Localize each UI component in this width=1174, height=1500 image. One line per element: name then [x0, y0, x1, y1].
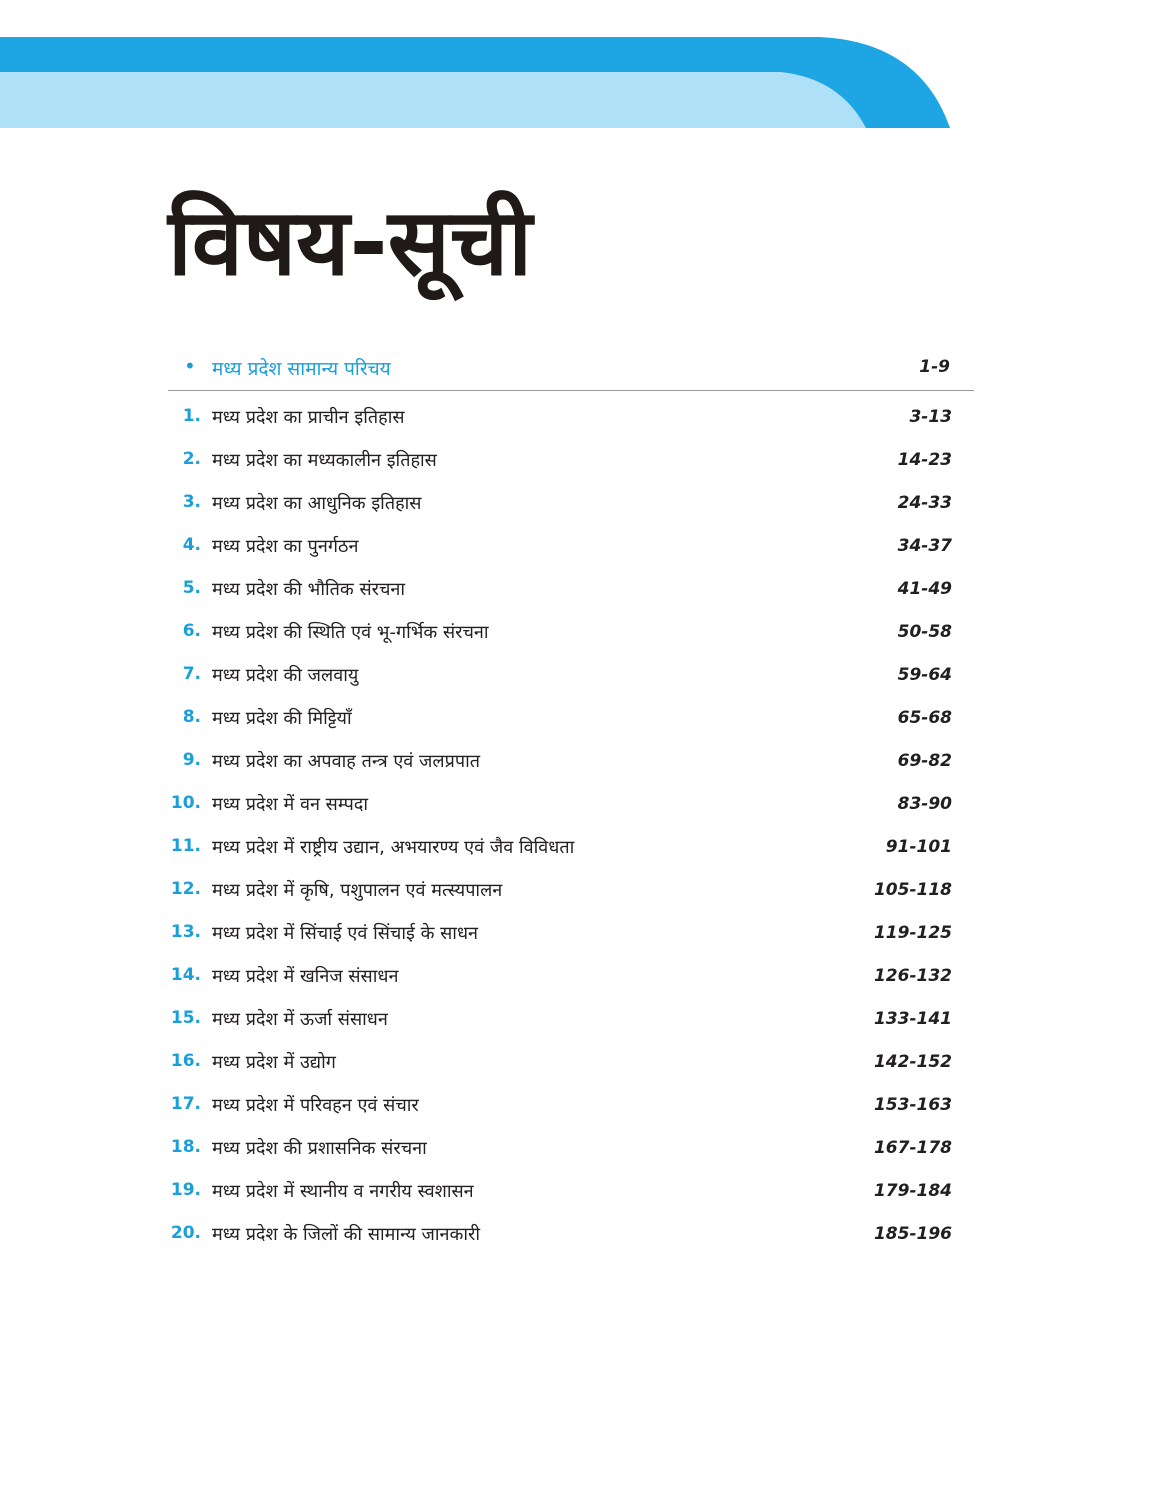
toc-entry-pages: 3-13 [909, 407, 952, 427]
toc-entry-pages: 69-82 [897, 751, 952, 771]
toc-entry-number: 13. [170, 922, 201, 942]
toc-entry[interactable] [168, 481, 952, 524]
toc-entry[interactable] [168, 653, 952, 696]
toc-intro-pages: 1-9 [919, 357, 950, 377]
toc-entry[interactable] [168, 911, 952, 954]
toc-entry-pages: 91-101 [885, 837, 952, 857]
toc-entry[interactable] [168, 696, 952, 739]
toc-intro-label: मध्य प्रदेश सामान्य परिचय [212, 358, 391, 380]
toc-entry-label: मध्य प्रदेश में कृषि, पशुपालन एवं मत्स्यपालन [212, 880, 503, 901]
toc-entry-number: 11. [170, 836, 201, 856]
toc-entry-pages: 167-178 [873, 1138, 952, 1158]
toc-entry-number: 6. [182, 621, 201, 641]
toc-entry-label: मध्य प्रदेश का मध्यकालीन इतिहास [212, 450, 437, 471]
toc-entry[interactable] [168, 567, 952, 610]
toc-entry-number: 3. [182, 492, 201, 512]
toc-entry[interactable] [168, 1126, 952, 1169]
toc-entry[interactable] [168, 524, 952, 567]
toc-entry-pages: 24-33 [897, 493, 952, 513]
header-band-graphic [0, 0, 1174, 140]
toc-entry-label: मध्य प्रदेश का पुनर्गठन [212, 536, 359, 557]
toc-entry-label: मध्य प्रदेश का अपवाह तन्त्र एवं जलप्रपात [212, 751, 480, 772]
toc-entry[interactable] [168, 739, 952, 782]
toc-list [168, 395, 952, 1255]
toc-entry-label: मध्य प्रदेश की भौतिक संरचना [212, 579, 406, 600]
page-title: विषय-सूची [168, 189, 533, 296]
toc-intro-entry[interactable] [168, 350, 974, 391]
toc-entry-label: मध्य प्रदेश में परिवहन एवं संचार [212, 1095, 419, 1116]
toc-entry[interactable] [168, 1169, 952, 1212]
toc-entry[interactable] [168, 438, 952, 481]
toc-entry-number: 20. [170, 1223, 201, 1243]
toc-entry-number: 1. [182, 406, 201, 426]
toc-entry-number: 12. [170, 879, 201, 899]
toc-entry[interactable] [168, 825, 952, 868]
toc-entry-pages: 126-132 [873, 966, 952, 986]
toc-entry-number: 10. [170, 793, 201, 813]
toc-entry-number: 4. [182, 535, 201, 555]
toc-entry-pages: 41-49 [897, 579, 952, 599]
toc-entry-number: 18. [170, 1137, 201, 1157]
toc-entry[interactable] [168, 610, 952, 653]
toc-entry-pages: 119-125 [873, 923, 952, 943]
toc-entry-pages: 50-58 [897, 622, 952, 642]
toc-entry-label: मध्य प्रदेश में ऊर्जा संसाधन [212, 1009, 388, 1030]
toc-entry[interactable] [168, 1083, 952, 1126]
header-band [0, 0, 1174, 140]
toc-entry-label: मध्य प्रदेश के जिलों की सामान्य जानकारी [212, 1224, 481, 1245]
toc-entry[interactable] [168, 782, 952, 825]
toc-entry-number: 9. [182, 750, 201, 770]
toc-entry[interactable] [168, 868, 952, 911]
toc-entry-number: 2. [182, 449, 201, 469]
toc-entry-label: मध्य प्रदेश का प्राचीन इतिहास [212, 407, 405, 428]
toc-entry-pages: 59-64 [897, 665, 952, 685]
bullet-icon: • [184, 354, 196, 378]
toc-entry-number: 17. [170, 1094, 201, 1114]
toc-entry-number: 19. [170, 1180, 201, 1200]
toc-entry-pages: 185-196 [873, 1224, 952, 1244]
toc-entry-pages: 14-23 [897, 450, 952, 470]
toc-entry-label: मध्य प्रदेश में स्थानीय व नगरीय स्वशासन [212, 1181, 474, 1202]
toc-entry-label: मध्य प्रदेश की प्रशासनिक संरचना [212, 1138, 427, 1159]
toc-entry-pages: 65-68 [897, 708, 952, 728]
toc-entry-pages: 133-141 [873, 1009, 952, 1029]
toc-entry-pages: 34-37 [897, 536, 952, 556]
toc-entry-label: मध्य प्रदेश में सिंचाई एवं सिंचाई के साधन [212, 923, 479, 944]
toc-entry-number: 5. [182, 578, 201, 598]
toc-entry-label: मध्य प्रदेश की मिट्टियाँ [212, 708, 352, 729]
toc-entry-number: 8. [182, 707, 201, 727]
toc-entry[interactable] [168, 954, 952, 997]
toc-entry-label: मध्य प्रदेश की स्थिति एवं भू-गर्भिक संरचना [212, 622, 489, 643]
toc-entry-pages: 83-90 [897, 794, 952, 814]
toc-entry-pages: 179-184 [873, 1181, 952, 1201]
header-band-light [0, 72, 866, 128]
toc-entry-number: 15. [170, 1008, 201, 1028]
toc-entry-number: 14. [170, 965, 201, 985]
toc-entry-label: मध्य प्रदेश में उद्योग [212, 1052, 336, 1073]
toc-entry-pages: 105-118 [873, 880, 952, 900]
toc-entry[interactable] [168, 1212, 952, 1255]
toc-entry-label: मध्य प्रदेश में खनिज संसाधन [212, 966, 399, 987]
toc-entry-pages: 142-152 [873, 1052, 952, 1072]
toc-entry[interactable] [168, 395, 952, 438]
toc-entry[interactable] [168, 997, 952, 1040]
toc-entry[interactable] [168, 1040, 952, 1083]
toc-entry-label: मध्य प्रदेश का आधुनिक इतिहास [212, 493, 422, 514]
toc-entry-label: मध्य प्रदेश में वन सम्पदा [212, 794, 369, 815]
toc-entry-label: मध्य प्रदेश में राष्ट्रीय उद्यान, अभयारण्य एवं जैव विविधता [212, 837, 575, 858]
toc-entry-number: 16. [170, 1051, 201, 1071]
toc-entry-pages: 153-163 [873, 1095, 952, 1115]
toc-entry-number: 7. [182, 664, 201, 684]
toc-entry-label: मध्य प्रदेश की जलवायु [212, 665, 359, 686]
